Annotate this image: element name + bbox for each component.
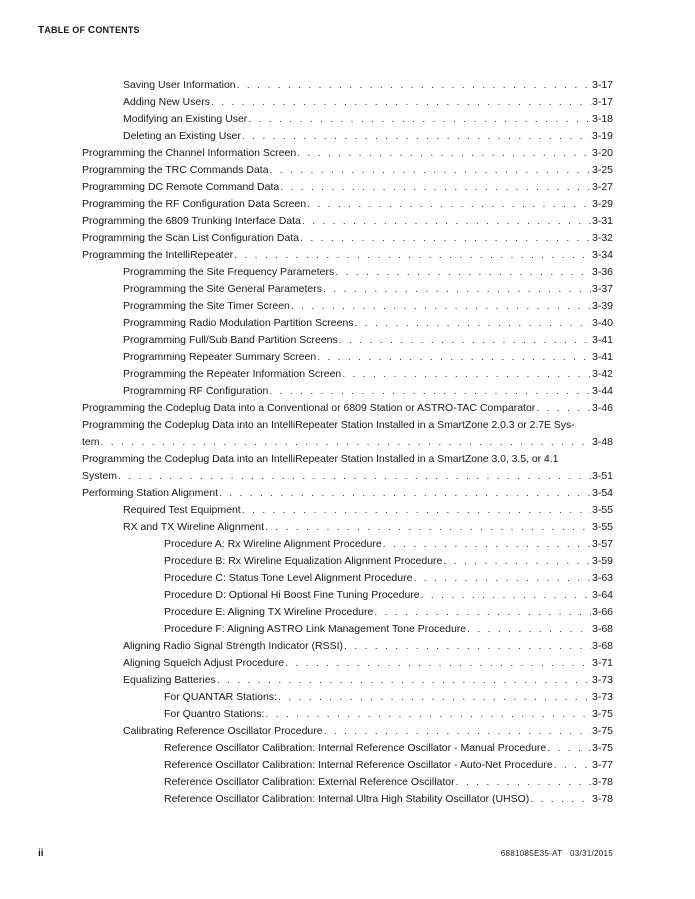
dot-leader (355, 315, 591, 332)
footer-date: 03/31/2015 (569, 849, 613, 858)
dot-leader (421, 587, 591, 604)
toc-entry-title-line1: Programming the Codeplug Data into an IntelliRepeater Station Installed in a SmartZone 3.0, 3.5, or 4.1 (82, 453, 559, 465)
dot-leader (219, 485, 591, 502)
toc-entry-title: Reference Oscillator Calibration: External Reference Oscillator (164, 776, 455, 788)
toc-entry-title: Programming Radio Modulation Partition Screens (123, 317, 354, 329)
toc-entry-page: 3-63 (591, 572, 613, 584)
dot-leader (291, 298, 591, 315)
toc-entry[interactable] (0, 621, 695, 638)
toc-entry[interactable] (0, 536, 695, 553)
dot-leader (297, 145, 591, 162)
toc-entry[interactable] (0, 757, 695, 774)
toc-entry-title: Aligning Squelch Adjust Procedure (123, 657, 285, 669)
dot-leader (339, 332, 591, 349)
dot-leader (307, 196, 591, 213)
dot-leader (265, 706, 591, 723)
dot-leader (237, 77, 591, 94)
toc-entry-title: Performing Station Alignment (82, 487, 218, 499)
toc-entry-title: Programming the Codeplug Data into a Conventional or 6809 Station or ASTRO-TAC Comparator (82, 402, 536, 414)
toc-entry[interactable] (0, 111, 695, 128)
toc-entry[interactable] (0, 604, 695, 621)
toc-entry[interactable] (0, 196, 695, 213)
toc-entry[interactable] (0, 247, 695, 264)
header-rest-1: ABLE OF (44, 25, 88, 35)
toc-entry-title: Reference Oscillator Calibration: Internal Reference Oscillator - Manual Procedure (164, 742, 547, 754)
running-header (38, 25, 140, 36)
toc-entry[interactable] (0, 553, 695, 570)
toc-entry-title: Deleting an Existing User (123, 130, 241, 142)
dot-leader (554, 757, 591, 774)
footer-page-number: ii (38, 848, 44, 859)
dot-leader (335, 264, 591, 281)
toc-entry-title: Programming the IntelliRepeater (82, 249, 234, 261)
toc-entry-title: Programming RF Configuration (123, 385, 269, 397)
toc-entry[interactable] (0, 213, 695, 230)
toc-entry[interactable] (0, 383, 695, 400)
toc-entry-title: Programming the Site General Parameters (123, 283, 323, 295)
footer-doc-number: 6881085E35-AT (500, 849, 563, 858)
dot-leader (302, 213, 591, 230)
toc-entry[interactable] (0, 519, 695, 536)
toc-entry[interactable] (0, 689, 695, 706)
toc-entry[interactable] (0, 162, 695, 179)
toc-entry[interactable] (0, 672, 695, 689)
toc-entry-page: 3-19 (591, 130, 613, 142)
toc-entry-page: 3-37 (591, 283, 613, 295)
toc-entry-title: Programming Full/Sub Band Partition Screens (123, 334, 338, 346)
dot-leader (324, 723, 591, 740)
toc-entry-title: RX and TX Wireline Alignment (123, 521, 265, 533)
toc-entry-page: 3-73 (591, 691, 613, 703)
toc-entry-page: 3-75 (591, 742, 613, 754)
toc-entry[interactable] (0, 587, 695, 604)
dot-leader (270, 162, 591, 179)
toc-entry-page: 3-42 (591, 368, 613, 380)
dot-leader (530, 791, 591, 808)
toc-entry-title: tem (82, 436, 100, 448)
dot-leader (413, 570, 591, 587)
dot-leader (342, 366, 591, 383)
dot-leader (317, 349, 591, 366)
toc-entry[interactable] (0, 332, 695, 349)
toc-entry-title: Reference Oscillator Calibration: Internal Reference Oscillator - Auto-Net Procedure (164, 759, 553, 771)
toc-entry-page: 3-46 (591, 402, 613, 414)
toc-entry-title: Adding New Users (123, 96, 210, 108)
toc-entry-page: 3-18 (591, 113, 613, 125)
toc-entry-page: 3-34 (591, 249, 613, 261)
dot-leader (456, 774, 591, 791)
toc-entry-title: Calibrating Reference Oscillator Procedure (123, 725, 323, 737)
dot-leader (242, 128, 591, 145)
toc-entry-title: For QUANTAR Stations: (164, 691, 277, 703)
toc-entry-page: 3-78 (591, 793, 613, 805)
toc-entry-title: Programming the 6809 Trunking Interface Data (82, 215, 301, 227)
toc-entry[interactable] (0, 315, 695, 332)
dot-leader (265, 519, 591, 536)
toc-entry-page: 3-75 (591, 708, 613, 720)
toc-entry[interactable] (0, 145, 695, 162)
toc-entry[interactable] (0, 77, 695, 94)
toc-entry-page: 3-41 (591, 334, 613, 346)
dot-leader (323, 281, 591, 298)
toc-entry[interactable] (0, 451, 695, 485)
toc-entry-page: 3-59 (591, 555, 613, 567)
toc-entry[interactable] (0, 706, 695, 723)
toc-entry-title: Procedure E: Aligning TX Wireline Procedure (164, 606, 374, 618)
toc-entry-page: 3-51 (591, 470, 613, 482)
toc-entry-title: Equalizing Batteries (123, 674, 216, 686)
toc-entry-page: 3-48 (591, 436, 613, 448)
dot-leader (217, 672, 591, 689)
toc-entry-title: Required Test Equipment (123, 504, 241, 516)
toc-entry-page: 3-55 (591, 504, 613, 516)
toc-entry-title: For Quantro Stations: (164, 708, 265, 720)
toc-entry-page: 3-25 (591, 164, 613, 176)
toc-entry[interactable] (0, 179, 695, 196)
toc-entry-title: Programming Repeater Summary Screen (123, 351, 317, 363)
toc-entry-title: Procedure D: Optional Hi Boost Fine Tuning Procedure (164, 589, 420, 601)
toc-entry[interactable] (0, 281, 695, 298)
toc-entry[interactable] (0, 485, 695, 502)
toc-entry-title: Programming the Site Frequency Parameters (123, 266, 335, 278)
toc-entry[interactable] (0, 298, 695, 315)
toc-entry-title: Programming the Scan List Configuration Data (82, 232, 300, 244)
toc-entry-title: Procedure F: Aligning ASTRO Link Management Tone Procedure (164, 623, 467, 635)
dot-leader (344, 638, 591, 655)
toc-entry[interactable] (0, 94, 695, 111)
header-rest-2: ONTENTS (95, 25, 140, 35)
dot-leader (211, 94, 591, 111)
toc-entry-page: 3-36 (591, 266, 613, 278)
toc-entry-page: 3-77 (591, 759, 613, 771)
dot-leader (234, 247, 591, 264)
toc-entry-page: 3-39 (591, 300, 613, 312)
dot-leader (383, 536, 591, 553)
table-of-contents (0, 77, 695, 808)
dot-leader (280, 179, 591, 196)
toc-entry-title: Reference Oscillator Calibration: Internal Ultra High Stability Oscillator (UHSO) (164, 793, 530, 805)
toc-entry-page: 3-55 (591, 521, 613, 533)
toc-entry-title: Procedure B: Rx Wireline Equalization Alignment Procedure (164, 555, 443, 567)
dot-leader (467, 621, 591, 638)
toc-entry[interactable] (0, 264, 695, 281)
toc-entry[interactable] (0, 570, 695, 587)
toc-entry-page: 3-78 (591, 776, 613, 788)
toc-entry[interactable] (0, 723, 695, 740)
toc-entry-page: 3-54 (591, 487, 613, 499)
dot-leader (443, 553, 591, 570)
toc-entry-title: Aligning Radio Signal Strength Indicator (RSSI) (123, 640, 344, 652)
toc-entry-title: Programming the TRC Commands Data (82, 164, 269, 176)
toc-entry-page: 3-41 (591, 351, 613, 363)
toc-entry-page: 3-31 (591, 215, 613, 227)
dot-leader (248, 111, 591, 128)
dot-leader (547, 740, 591, 757)
dot-leader (374, 604, 591, 621)
dot-leader (285, 655, 591, 672)
toc-entry-page: 3-71 (591, 657, 613, 669)
toc-entry-page: 3-17 (591, 96, 613, 108)
toc-entry-page: 3-44 (591, 385, 613, 397)
toc-entry-page: 3-32 (591, 232, 613, 244)
toc-entry[interactable] (0, 774, 695, 791)
toc-entry[interactable] (0, 638, 695, 655)
toc-entry-page: 3-64 (591, 589, 613, 601)
toc-entry[interactable] (0, 740, 695, 757)
toc-entry-title: Procedure C: Status Tone Level Alignment Procedure (164, 572, 413, 584)
toc-entry-title: Programming the Site Timer Screen (123, 300, 290, 312)
toc-entry-title: Programming the Channel Information Screen (82, 147, 297, 159)
toc-entry-page: 3-17 (591, 79, 613, 91)
header-initial-2: C (87, 25, 96, 36)
dot-leader (269, 383, 591, 400)
toc-entry[interactable] (0, 128, 695, 145)
toc-entry[interactable] (0, 400, 695, 417)
dot-leader (300, 230, 591, 247)
toc-entry[interactable] (0, 366, 695, 383)
dot-leader (242, 502, 591, 519)
toc-entry-title: System (82, 470, 118, 482)
toc-entry[interactable] (0, 655, 695, 672)
toc-entry-page: 3-27 (591, 181, 613, 193)
toc-entry-title: Programming the RF Configuration Data Screen (82, 198, 307, 210)
toc-entry-page: 3-68 (591, 623, 613, 635)
toc-entry[interactable] (0, 417, 695, 451)
toc-entry-title: Saving User Information (123, 79, 236, 91)
dot-leader (101, 434, 591, 451)
toc-entry-title: Programming DC Remote Command Data (82, 181, 280, 193)
toc-entry-title: Programming the Repeater Information Screen (123, 368, 342, 380)
dot-leader (278, 689, 591, 706)
toc-entry-page: 3-29 (591, 198, 613, 210)
dot-leader (118, 468, 591, 485)
toc-entry-page: 3-75 (591, 725, 613, 737)
toc-entry[interactable] (0, 230, 695, 247)
toc-entry-page: 3-40 (591, 317, 613, 329)
toc-entry-title: Procedure A: Rx Wireline Alignment Procedure (164, 538, 382, 550)
dot-leader (536, 400, 591, 417)
toc-entry[interactable] (0, 502, 695, 519)
footer-doc-info (501, 849, 613, 858)
toc-entry-page: 3-20 (591, 147, 613, 159)
header-initial-1: T (38, 25, 45, 36)
toc-entry-title-line1: Programming the Codeplug Data into an IntelliRepeater Station Installed in a SmartZone 2.0.3 or 2.7E Sys- (82, 419, 575, 431)
toc-entry[interactable] (0, 349, 695, 366)
toc-entry[interactable] (0, 791, 695, 808)
toc-entry-page: 3-66 (591, 606, 613, 618)
toc-entry-page: 3-68 (591, 640, 613, 652)
toc-entry-page: 3-57 (591, 538, 613, 550)
toc-entry-page: 3-73 (591, 674, 613, 686)
toc-entry-title: Modifying an Existing User (123, 113, 248, 125)
